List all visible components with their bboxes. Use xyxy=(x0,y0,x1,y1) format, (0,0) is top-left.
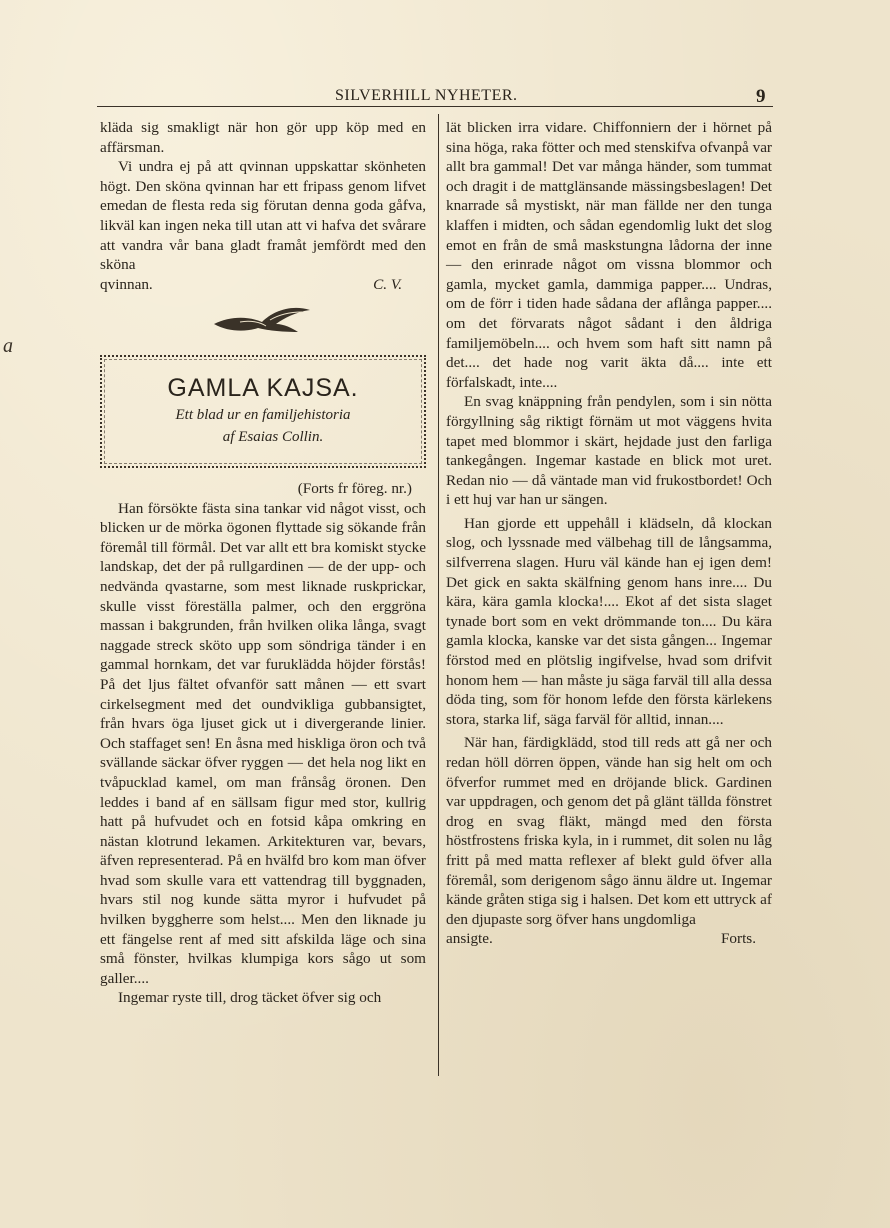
story-closing-line xyxy=(446,929,772,949)
running-head: SILVERHILL NYHETER. xyxy=(335,87,518,104)
story-last-word: ansigte. xyxy=(446,930,493,948)
story-paragraph: Han försökte fästa sina tankar vid något visst, och blicken ur de mörka ögonen flyttade sig sökande från föremål till förmål. Det var allt ett bra komiskt stycke landskap, det der på rullgardinen — de der upp- och nedvända qvastarne, som mest liknade ruskprickar, skulle visst föreställa palmer, och den erggröna massan i bakgrunden, från hvilken olika långa, svagt naggade streck sköto upp som söndriga tänder i en gammal hornkam, det var furuklädda höjder förstås! På det ljus fältet ofvanför satt månen — ett svart cirkelsegment med det oundvikliga gubbansigtet, från hvars öga ljuset gick ut i divergerande linier. Och staffaget sen! En åsna med hiskliga öron och två svällande säckar öfver ryggen — det hela nog likt en tvåpucklad kamel, om man frånsåg öronen. Den leddes i band af en sällsam figur med stor, kullrig hatt på hufvudet och en fotsid kåpa omkring en nästan klotrund lekamen. Arkitekturen var, bevars, äfven representerad. På en hvälfd bro kom man öfver hvad som skulle vara ett vattendrag till byggnaden, hvars stil nog kunde sätta myror i hufvudet på hvilken byggherre som helst.... Men den liknade ju ett fängelse rent af med sitt afskilda läge och sina små fönster, hvilkas klumpiga kors sågo ut som galler.... xyxy=(100,499,426,987)
article-closing-line xyxy=(100,275,426,295)
column-rule xyxy=(438,114,439,1076)
story-paragraph: Ingemar ryste till, drog täcket öfver sig och xyxy=(118,989,382,1007)
continued-marker: Forts. xyxy=(720,930,756,948)
article-paragraph: Vi undra ej på att qvinnan uppskattar skönheten högt. Den sköna qvinnan har ett fripass genom lifvet emedan de flesta reda sig förutan denna goda gåfva, likväl kan ingen neka till utan att vi hafva det svårare att vandra vår bana gladt framåt jemfördt med den sköna xyxy=(100,158,426,274)
continued-note: (Forts fr föreg. nr.) xyxy=(297,480,412,497)
article-last-word: qvinnan. xyxy=(100,275,153,293)
header-rule xyxy=(97,106,773,107)
article-paragraph: klädа sig smakligt när hon gör upp köp med en affärsman. xyxy=(100,119,426,156)
story-paragraph: En svag knäppning från pendylen, som i sin nötta förgyllning såg riktigt förnäm ut mot väggens hvita tapet med blommor i skärt, hejdade just den farliga tankegången. Ingemar kastade en blick mot uret. Redan nio — då väntade man vid frukostbordet! Och i ett huj var han ur sängen. xyxy=(446,393,772,509)
story-title: GAMLA KAJSA. xyxy=(167,374,359,402)
left-column-story xyxy=(100,479,426,1008)
left-column-top-article xyxy=(100,118,426,294)
story-paragraph: lät blicken irra vidare. Chiffonniern der i hörnet på sina höga, raka fötter och med stenskifva ofvanpå var allt bra gammal! Det var många händer, som tummat och dragit i de mattglänsande mässingsbeslagen! Det knarrade så mystiskt, när man fällde ner den tunga klaffen i midten, och sådan egendomlig lukt det slog emot en från de små maskstungna lådorna der inne — den erinrade något om vissna blommor och gamla, mycket gamla, dammiga papper.... Undras, om de förr i tiden hade sådana der aflånga papper.... om det förvarats något sådant i den åldriga familjemöbeln.... och hvem som haft sitt namn på det.... det hade nog varit äkta då.... inte ett förfalskadt, inte.... xyxy=(446,119,772,391)
story-paragraph: När han, färdigklädd, stod till reds att gå ner och redan höll dörren öppen, vände han sig helt om och öfverfor rummet med en dröjande blick. Gardinen var uppdragen, och genom det på glänt tällda fönstret drog en svag fläkt, mängd med den första höstfrostens friska kyla, in i rummet, dit solen nu låg fritt på med matta reflexer af blekt guld öfver alla föremål, som derigenom sågo ännu äldre ut. Ingemar kände gråten stiga sig i halsen. Det kom ett uttryck af den djupaste sorg öfver hans ungdomliga xyxy=(446,734,772,928)
story-author: af Esaias Collin. xyxy=(222,429,324,445)
bird-ornament-icon xyxy=(210,302,314,336)
margin-mark: a xyxy=(3,335,13,357)
story-subtitle: Ett blad ur en familjehistoria xyxy=(175,407,351,423)
page-number: 9 xyxy=(756,86,766,107)
right-column-story xyxy=(446,118,772,949)
story-paragraph: Han gjorde ett uppehåll i klädseln, då klockan slog, och lyssnade med välbehag till de långsamma, silfverrena slagen. Huru väl kände han ej igen dem! Det gick en sakta skälfning genom hans inre.... Du kära, kära gamla klocka!.... Ekot af det sista slaget tynade bort som en vekt drömmande ton.... Du kära gamla klocka, kanske var det sista gången... Ingemar förstod med en plötslig ingifvelse, hvad som drifvit honom hem — han måste ju säga farväl till alla dessa döda ting, som för honom lefde den första kärlekens stora, starka lif, säga farväl för alltid, innan.... xyxy=(446,514,772,728)
article-signature: C. V. xyxy=(373,275,402,293)
story-title-box xyxy=(100,355,426,468)
